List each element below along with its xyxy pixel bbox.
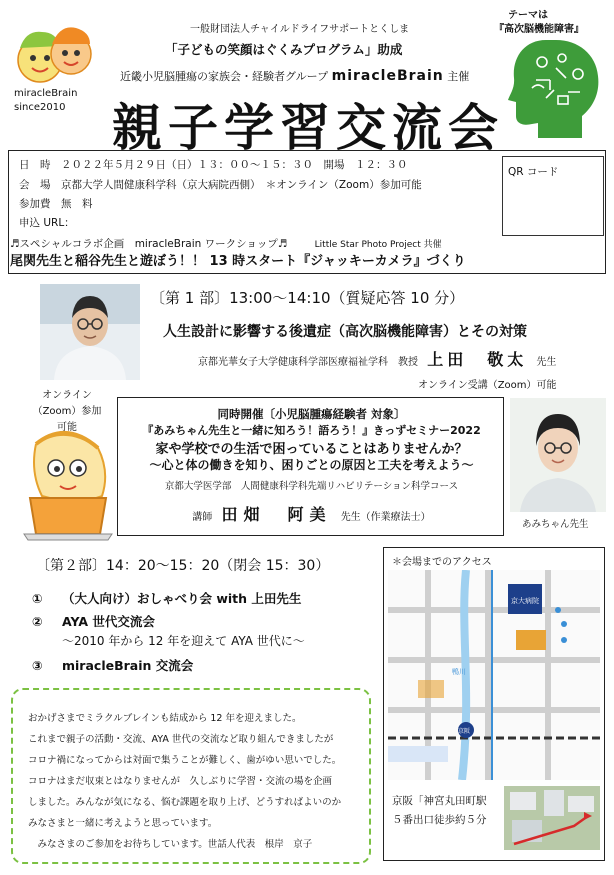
map-label-hospital: 京大病院 <box>511 597 539 605</box>
part1-heading: 〔第 1 部〕13:00～14:10（質疑応答 10 分） <box>150 289 465 307</box>
jacky-camera-line: 尾関先生と稲谷先生と遊ぼう！！ 13 時スタート『ジャッキーカメラ』づくり <box>10 254 466 269</box>
part2-item-2-text: AYA 世代交流会 <box>62 614 155 629</box>
theme-text: 『高次脳機能障害』 <box>494 24 584 35</box>
street-map[interactable] <box>388 570 600 780</box>
event-venue: 会 場 京都大学人間健康科学科（京大病院西側） ＊オンライン（Zoom）参加可能 <box>19 179 422 191</box>
part2-item-1 <box>32 589 301 607</box>
message-line-4: コロナはまだ収束とはなりませんが 久しぶりに学習・交流の場を企画 <box>28 776 333 787</box>
part1-speaker-name: 上田 敬太 <box>427 350 528 369</box>
message-line-7: みなさまのご参加をお待ちしています。世話人代表 根岸 京子 <box>28 839 313 850</box>
ami-sensei-label: あみちゃん先生 <box>522 519 589 530</box>
organizer-line: 一般財団法人チャイルドライフサポートとくしま <box>190 24 410 35</box>
speaker-photo-ueda <box>40 284 140 380</box>
map-label-station: 京阪 <box>458 728 471 735</box>
part2-item-1-number: ① <box>32 591 43 606</box>
host-prefix: 近畿小児脳腫瘍の家族会・経験者グループ <box>120 70 329 83</box>
children-faces-logo <box>14 20 96 86</box>
brand-left-since: since2010 <box>14 102 66 113</box>
message-line-6: みなさまと一緒に考えようと思っています。 <box>28 818 218 829</box>
seminar-line-2: 『あみちゃん先生と一緒に知ろう！語ろう！』きっずセミナー2022 <box>142 424 481 437</box>
access-map-title: ＊会場までのアクセス <box>392 557 492 568</box>
part2-item-3-number: ③ <box>32 658 43 673</box>
part2-item-3 <box>32 656 193 674</box>
message-line-5: しました。みんなが気になる、悩む課題を取り上げ、どうすればよいのか <box>28 797 342 808</box>
workshop-line <box>10 236 442 251</box>
event-date: 日 時 ２０２２年５月２９日（日）１３：００～１５：３０ 開場 １２：３０ <box>19 159 408 171</box>
host-line <box>120 68 469 84</box>
qr-code-label: QR コード <box>508 166 559 178</box>
part2-item-3-text: miracleBrain 交流会 <box>62 658 194 673</box>
kids-seminar-box <box>117 397 504 536</box>
seminar-line-3: 家や学校での生活で困っていることはありませんか？ <box>155 442 468 457</box>
host-brand: miracleBrain <box>331 68 444 84</box>
part1-affiliation: 京都光華女子大学健康科学部医療福祉学科 教授 <box>198 357 418 368</box>
theme-label: テーマは <box>508 10 548 21</box>
part2-item-2 <box>32 612 155 630</box>
laptop-character-icon <box>22 426 114 542</box>
message-line-1: おかげさまでミラクルブレインも結成から 12 年を迎えました。 <box>28 713 302 724</box>
seminar-line-4: ～心と体の働きを知り、困りごとの原因と工夫を考えよう～ <box>149 458 474 472</box>
seminar-lecturer-note: 先生（作業療法士） <box>340 512 431 523</box>
brand-left-name: miracleBrain <box>14 88 78 99</box>
seminar-line-1: 同時開催〔小児脳腫瘍経験者 対象〕 <box>217 407 406 421</box>
part1-speaker-line <box>198 347 556 370</box>
message-line-3: コロナ禍になってからは対面で集うことが難しく、歯がゆい思いでした。 <box>28 755 342 766</box>
event-fee: 参加費 無 料 <box>19 198 93 210</box>
speaker-photo-tabata <box>510 398 606 512</box>
map-label-river: 鴨川 <box>452 668 466 676</box>
campus-aerial-map <box>504 786 600 850</box>
part2-item-2-subtitle: ～2010 年から 12 年を迎えて AYA 世代に～ <box>62 634 305 648</box>
brain-head-icon <box>506 36 602 140</box>
part2-heading: 〔第２部〕14：20～15：20（閉会 15：30） <box>36 558 330 574</box>
workshop-title: ♬スペシャルコラボ企画 miracleBrain ワークショップ♬ <box>10 238 288 250</box>
part1-online-note: オンライン受講（Zoom）可能 <box>418 380 557 391</box>
part2-item-2-number: ② <box>32 614 43 629</box>
online-note-line1: オンライン <box>42 390 92 401</box>
seminar-lecturer-role: 講師 <box>192 512 213 523</box>
workshop-cohost: Little Star Photo Project 共催 <box>314 240 442 250</box>
message-line-2: これまで親子の活動・交流、AYA 世代の交流など取り組んできましたが <box>28 734 334 745</box>
seminar-lecturer-line <box>118 502 505 525</box>
online-note-line2: （Zoom）参加可能 <box>32 406 102 433</box>
part1-honorific: 先生 <box>536 357 557 368</box>
access-station: 京阪「神宮丸田町駅 <box>392 795 487 807</box>
page-title: 親子学習交流会 <box>112 98 504 157</box>
part1-topic: 人生設計に影響する後遺症（高次脳機能障害）とその対策 <box>163 324 527 340</box>
brand-left <box>14 87 77 115</box>
seminar-lecturer-name: 田畑 阿美 <box>221 505 332 524</box>
event-apply-url: 申込 URL： <box>19 217 75 229</box>
seminar-line-5: 京都大学医学部 人間健康科学科先端リハビリテーション科学コース <box>164 481 459 492</box>
host-suffix: 主催 <box>447 70 470 83</box>
part2-item-1-text: （大人向け）おしゃべり会 with 上田先生 <box>62 591 302 606</box>
subsidy-line: 「子どもの笑顔はぐくみプログラム」助成 <box>165 42 403 57</box>
access-walk: ５番出口徒歩約５分 <box>392 814 487 826</box>
